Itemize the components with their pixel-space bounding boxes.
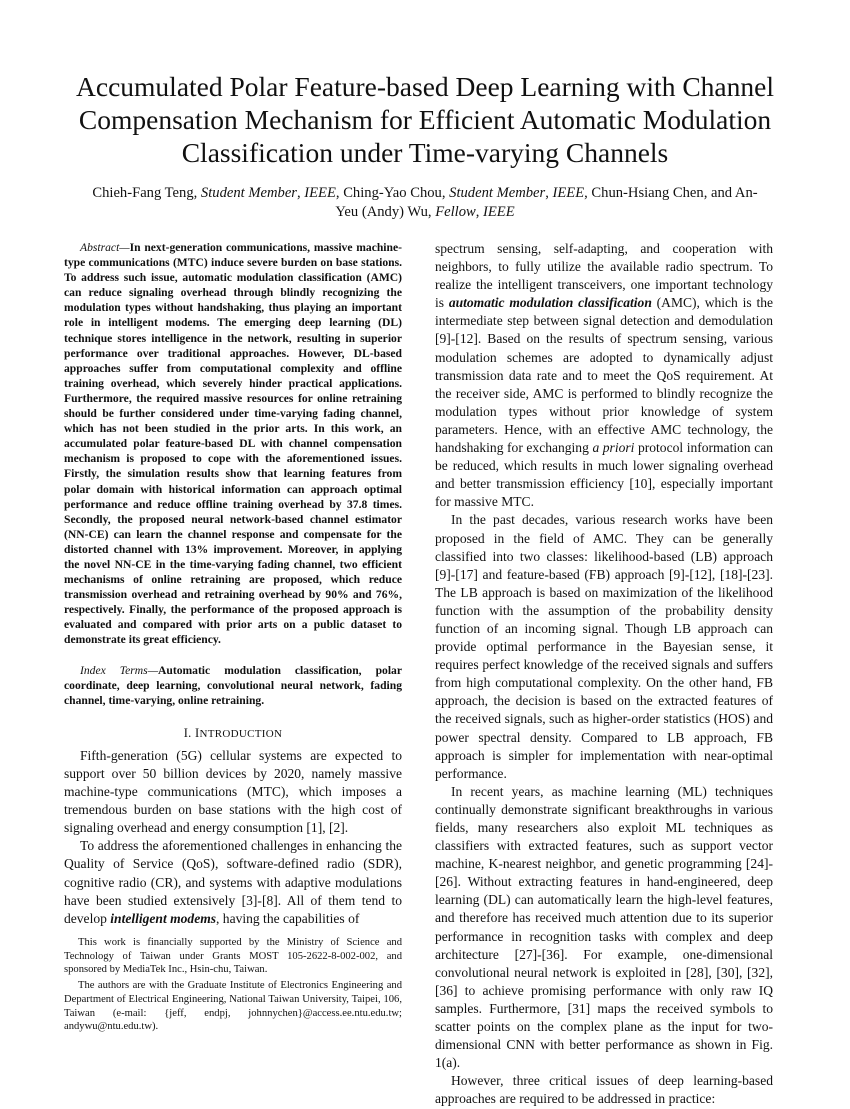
right-column — [435, 240, 773, 1109]
paragraph: In recent years, as machine learning (ML) techniques continually demonstrate significant breakthroughs in various fields, many researchers also exploit ML techniques as classifiers with extracted features, such as support vector machine, K-nearest neighbor, and genetic programming [24]-[26]. Without extracting features in hand-engineered, deep learning (DL) can automatically learn the high-level features, and therefore has received much attention due to its superior performance in recognition tasks with complex and deep architecture [27]-[36]. For example, one-dimensional convolutional neural network is exploited in [28], [30], [32], [36] to achieve promising performance with only raw IQ samples. Furthermore, [31] maps the received symbols to scatter points on the complex plane as the input for two-dimensional CNN with better performance as shown in Fig. 1(a). — [435, 783, 773, 1071]
author-name: Chun-Hsiang Chen, and An-Yeu (Andy) Wu, — [335, 185, 758, 220]
emphasis-a-priori: a priori — [592, 440, 635, 456]
author-ieee: IEEE — [483, 204, 515, 220]
section-title-initial: I — [195, 725, 200, 740]
paragraph: In the past decades, various research works have been proposed in the field of AMC. They can be generally classified into two classes: likelihood-based (LB) approach [9]-[17] and feature-based (FB) approach [9]-[12], [18]-[23]. The LB approach is based on maximization of the likelihood function with the assumption of the probability density function of an incoming signal. Though LB approach can provide optimal performance in the Bayesian sense, it requires perfect knowledge of the received signals and suffers from high computational complexity. On the other hand, FB approach, the decision is based on the extracted features of the received signals, such as higher-order statistics (HOS) and power spectral density. Compared to LB approach, FB approach is simpler for implementation with near-optimal performance. — [435, 512, 773, 781]
index-terms: Index Terms—Automatic modulation classification, polar coordinate, deep learning, convolutional neural network, fading channel, time-varying, online retraining. — [64, 663, 402, 707]
author-role: Fellow — [435, 204, 476, 220]
author-name: Ching-Yao Chou, — [343, 185, 450, 201]
author-ieee: IEEE — [304, 185, 336, 201]
paragraph: spectrum sensing, self-adapting, and cooperation with neighbors, to fully utilize the available radio spectrum. To realize the intelligent transceivers, one important technology is automatic modulation classification (AMC), which is the intermediate step between signal detection and demodulation [9]-[12]. Based on the results of spectrum sensing, various modulation schemes are adopted to dynamically adjust transmission data rate and to meet the QoS requirement. At the receiver side, AMC is performed to blindly recognize the modulation types without prior knowledge of system parameters. Hence, with an effective AMC technology, the handshaking for exchanging a priori protocol information can be reduced, which results in much lower signaling overhead and better transmission efficiency [10], especially important for massive MTC. — [435, 241, 774, 510]
author-role: Student Member — [200, 185, 297, 201]
section-title-rest: NTRODUCTION — [199, 727, 283, 740]
paragraph: Fifth-generation (5G) cellular systems are expected to support over 50 billion devices by 2020, namely massive machine-type communications (MTC), which imposes a tremendous burden on base stations with the high cost of signaling overhead and energy consumption [1], [2]. — [64, 747, 402, 836]
paragraph: To address the aforementioned challenges in enhancing the Quality of Service (QoS), software-defined radio (SDR), cognitive radio (CR), and systems with adaptive modulations have been studied extensively [3]-[8]. All of them tend to develop intelligent modems, having the capabilities of — [64, 838, 402, 926]
abstract-label: Abstract — [80, 241, 120, 254]
author-name: Chieh-Fang Teng, — [92, 185, 201, 201]
abstract-text: In next-generation communications, massive machine-type communications (MTC) induce severe burden on base stations. To address such issue, automatic modulation classification (AMC) can reduce signaling overhead through blindly recognizing the modulation types without handshaking, thus playing an important role in intelligent modems. The emerging deep learning (DL) technique stores intelligence in the network, resulting in superior performance over traditional approaches. However, DL-based approaches suffer from computational complexity and offline training overhead, which severely hinder practical applications. Furthermore, the required massive resources for online retraining should be further considered under time-varying fading channel, which has not been studied in the prior arts. In this work, an accumulated polar feature-based DL with channel compensation mechanism is proposed to cope with the aforementioned issues. Firstly, the simulation results show that learning features from polar domain with historical information can approach optimal performance and reduce offline training overhead by 37.8 times. Secondly, the proposed neural network-based channel estimator (NN-CE) can learn the channel response and compensate for the distorted channel with 13% improvement. Moreover, in applying the novel NN-CE in the time-varying fading channel, two efficient mechanisms of online retraining are proposed, which reduce transmission overhead and retraining overhead by 90% and 76%, respectively. Finally, the performance of the proposed approach is evaluated and compared with prior arts on a public dataset to demonstrate its great efficiency. — [64, 241, 402, 647]
footnote-affiliation: The authors are with the Graduate Institute of Electronics Engineering and Department of Electrical Engineering, National Taiwan University, Taipei, 106, Taiwan (e-mail: {jeff, endpj, johnnychen}@access.ee.ntu.edu.tw; andywu@ntu.edu.tw). — [64, 980, 402, 1033]
index-terms-label: Index Terms — [80, 663, 148, 677]
section-heading-introduction — [64, 724, 402, 743]
author-list: Chieh-Fang Teng, Student Member, IEEE, Ching-Yao Chou, Student Member, IEEE, Chun-Hsiang Chen, and An-Yeu (Andy) Wu, Fellow, IEEE — [92, 185, 758, 220]
paragraph: However, three critical issues of deep learning-based approaches are required to be addressed in practice: — [435, 1073, 773, 1107]
author-role: Student Member — [449, 185, 546, 201]
left-column — [64, 240, 402, 928]
emphasis-intelligent-modems: intelligent modems — [110, 910, 217, 926]
paper-title: Accumulated Polar Feature-based Deep Learning with Channel Compensation Mechanism for Efficient Automatic Modulation Classification under Time-varying Channels — [76, 71, 774, 168]
section-number: I. — [183, 725, 192, 740]
index-terms-text: Automatic modulation classification, polar coordinate, deep learning, convolutional neural network, fading channel, time-varying, online retraining. — [64, 663, 402, 707]
abstract: Abstract—In next-generation communications, massive machine-type communications (MTC) induce severe burden on base stations. To address such issue, automatic modulation classification (AMC) can reduce signaling overhead through blindly recognizing the modulation types without handshaking, thus playing an important role in intelligent modems. The emerging deep learning (DL) technique stores intelligence in the network, resulting in superior performance over traditional approaches. However, DL-based approaches suffer from computational complexity and offline training overhead, which severely hinder practical applications. Furthermore, the required massive resources for online retraining should be further considered under time-varying fading channel, which has not been studied in the prior arts. In this work, an accumulated polar feature-based DL with channel compensation mechanism is proposed to cope with the aforementioned issues. Firstly, the simulation results show that learning features from polar domain with historical information can approach optimal performance and reduce offline training overhead by 37.8 times. Secondly, the proposed neural network-based channel estimator (NN-CE) can learn the channel response and compensate for the distorted channel with 13% improvement. Moreover, in applying the novel NN-CE in the time-varying fading channel, two efficient mechanisms of online retraining are proposed, which reduce transmission overhead and retraining overhead by 90% and 76%, respectively. Finally, the performance of the proposed approach is evaluated and compared with prior arts on a public dataset to demonstrate its great efficiency. — [64, 241, 402, 647]
author-ieee: IEEE — [552, 185, 585, 201]
emphasis-amc: automatic modulation classification — [448, 295, 652, 311]
footnotes — [64, 936, 402, 1036]
footnote-funding: This work is financially supported by the Ministry of Science and Technology of Taiwan under Grants MOST 105-2622-8-002-002, and sponsored by MediaTek Inc., Hsin-chu, Taiwan. — [64, 937, 402, 976]
